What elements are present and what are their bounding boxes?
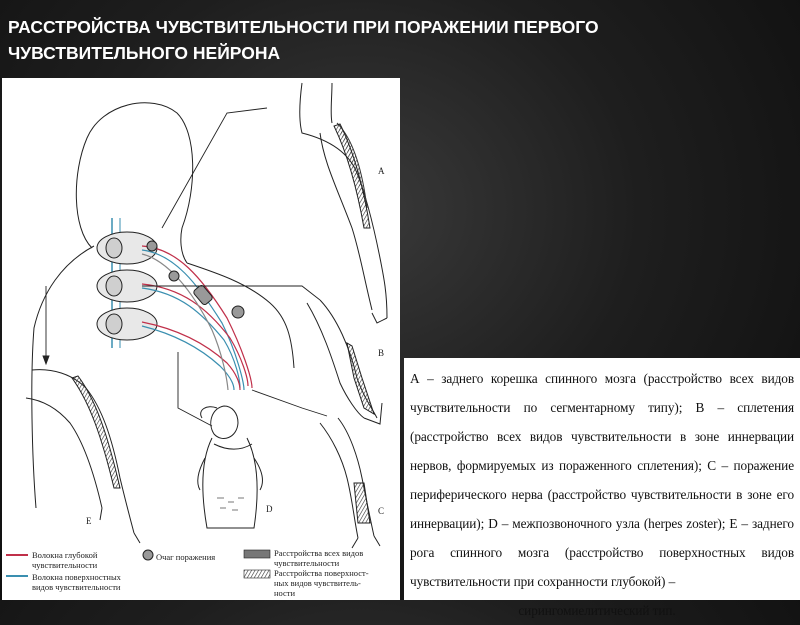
anatomy-figure [2, 78, 400, 600]
caption-body: А – заднего корешка спинного мозга (расстройство всех видов чувствительности по сегментарному типу); В – сплетения (расстройство всех видов чувствительности в зоне иннервации нервов, формируемых из пораженного сплетения); С – поражение периферического нерва (расстройство чувствительности в зоне его иннервации); D – межпозвоночного узла (herpes zoster); Е – заднего рога спинного мозга (расстройство поверхностных видов чувствительности при сохранности глубокой) – [410, 371, 794, 589]
panel-label-a: A [378, 166, 385, 176]
title-line-1: РАССТРОЙСТВА ЧУВСТВИТЕЛЬНОСТИ ПРИ ПОРАЖЕНИИ ПЕРВОГО [8, 17, 599, 37]
surface-fiber [142, 250, 244, 390]
panel-b-figure [307, 300, 385, 424]
lesion-focus-nerve [232, 306, 244, 318]
pointer-to-b [142, 286, 320, 300]
lesion-focus-root [147, 241, 157, 251]
legend-deep-fibers: Волокна глубокой чувствительности [32, 550, 98, 570]
legend-surface-fibers: Волокна поверхностных видов чувствительности [32, 572, 121, 592]
pointer-to-a [162, 108, 267, 228]
slide-title [8, 14, 708, 66]
anatomy-illustration [2, 78, 400, 600]
pointer-to-d [178, 352, 212, 426]
caption-tail: сирингомиелитический тип. [518, 603, 676, 618]
pointer-to-c [252, 390, 327, 416]
panel-label-b: B [378, 348, 385, 358]
legend-surface-types: Расстройства поверхност- ных видов чувствитель- ности [274, 568, 369, 598]
panel-label-d: D [266, 504, 273, 514]
legend-all-types: Расстройства всех видов чувствительности [274, 548, 364, 568]
panel-label-e: E [86, 516, 92, 526]
panel-c-figure [320, 418, 380, 548]
lesion-focus-plexus [169, 271, 179, 281]
panel-d-figure [198, 406, 263, 528]
panel-label-c: C [378, 506, 385, 516]
left-shoulder-outline [32, 246, 94, 508]
title-line-2: ЧУВСТВИТЕЛЬНОГО НЕЙРОНА [8, 43, 281, 63]
legend-lesion-focus: Очаг поражения [156, 552, 216, 562]
panel-e-figure [26, 370, 140, 543]
caption-text-block [404, 358, 800, 618]
panel-a-figure [300, 83, 387, 323]
